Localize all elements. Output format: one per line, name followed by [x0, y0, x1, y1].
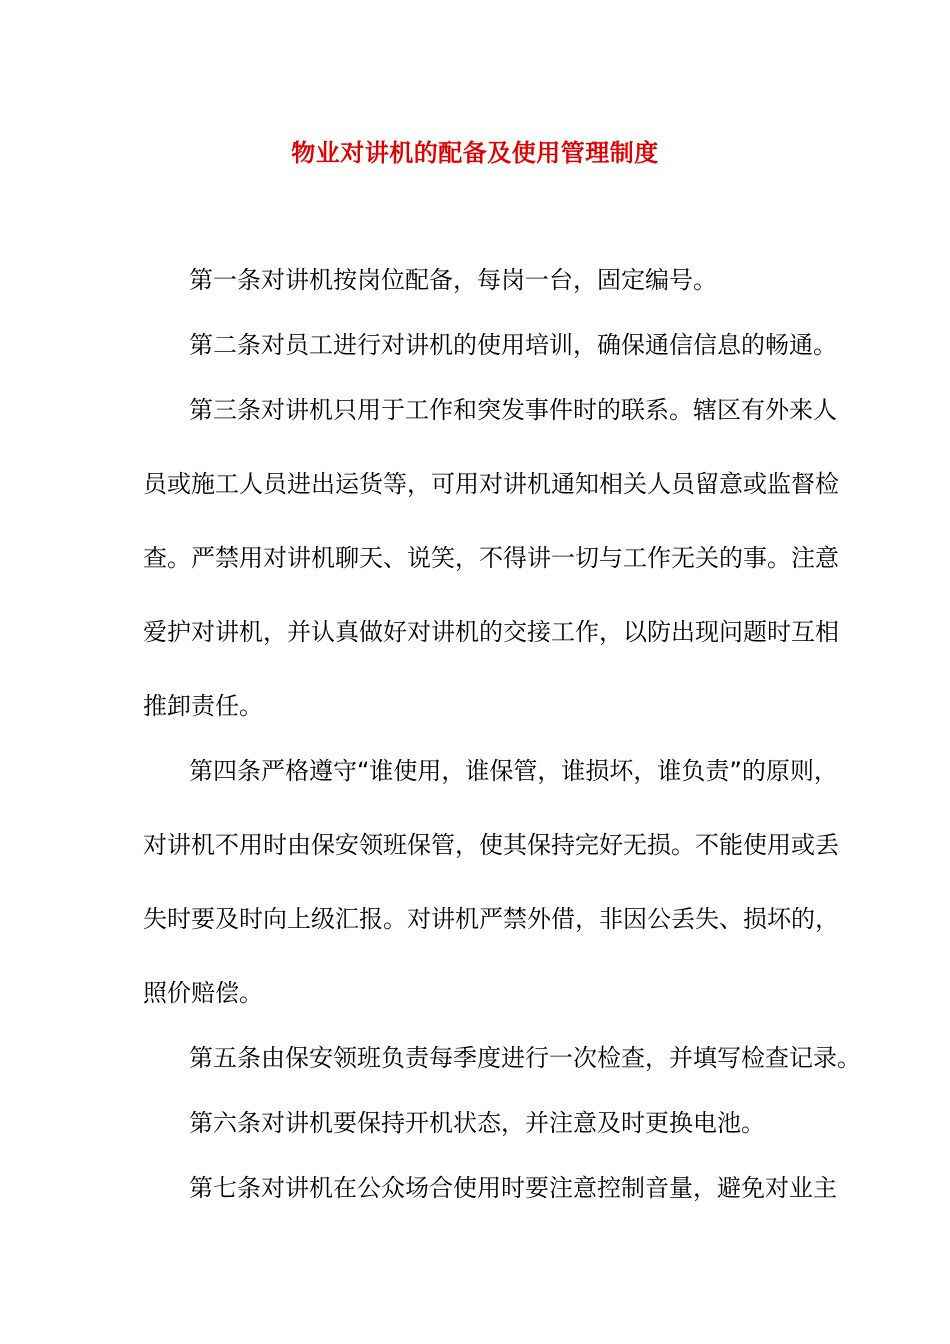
article-7-line-1: 第七条对讲机在公众场合使用时要注意控制音量，避免对业主: [189, 1174, 837, 1202]
article-3-line-2: 员或施工人员进出运货等，可用对讲机通知相关人员留意或监督检: [143, 470, 839, 498]
article-4-line-1: 第四条严格遵守“谁使用，谁保管，谁损坏，谁负责”的原则，: [189, 757, 838, 785]
article-5-line-1: 第五条由保安领班负责每季度进行一次检查，并填写检查记录。: [189, 1044, 861, 1072]
article-3-line-5: 推卸责任。: [143, 692, 263, 720]
article-2-line-1: 第二条对员工进行对讲机的使用培训，确保通信信息的畅通。: [189, 331, 837, 359]
article-3-line-3: 查。严禁用对讲机聊天、说笑，不得讲一切与工作无关的事。注意: [143, 544, 839, 572]
article-4-line-3: 失时要及时向上级汇报。对讲机严禁外借，非因公丢失、损坏的，: [143, 905, 839, 933]
document-title: 物业对讲机的配备及使用管理制度: [291, 139, 659, 167]
article-3-line-4: 爱护对讲机，并认真做好对讲机的交接工作，以防出现问题时互相: [143, 618, 839, 646]
article-4-line-4: 照价赔偿。: [143, 979, 263, 1007]
article-4-line-2: 对讲机不用时由保安领班保管，使其保持完好无损。不能使用或丢: [143, 831, 839, 859]
article-6-line-1: 第六条对讲机要保持开机状态，并注意及时更换电池。: [189, 1109, 765, 1137]
article-1-line-1: 第一条对讲机按岗位配备，每岗一台，固定编号。: [189, 266, 717, 294]
article-3-line-1: 第三条对讲机只用于工作和突发事件时的联系。辖区有外来人: [189, 396, 837, 424]
